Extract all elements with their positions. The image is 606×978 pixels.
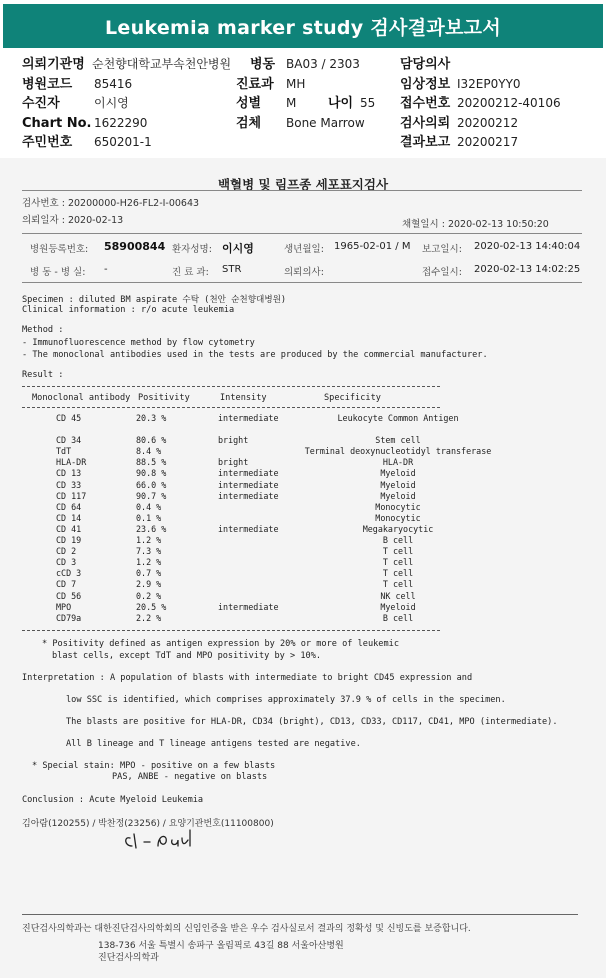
- result-row: [26, 613, 498, 624]
- intensity-cell: intermediate: [218, 490, 279, 501]
- antibody-cell: CD 3: [56, 557, 77, 568]
- scan-title: 백혈병 및 림프종 세포표지검사: [217, 177, 389, 192]
- clinical-info-label: 임상정보: [400, 77, 451, 92]
- specimen-value: Bone Marrow: [286, 116, 365, 130]
- results-table: [26, 413, 498, 624]
- specificity-cell: Myeloid: [380, 601, 416, 612]
- positivity-cell: 20.5 %: [136, 601, 167, 612]
- scan-dept-value: STR: [222, 264, 242, 275]
- specificity-cell: Leukocyte Common Antigen: [337, 413, 459, 423]
- positivity-cell: 1.2 %: [136, 557, 162, 568]
- request-value: 20200212: [457, 116, 519, 130]
- result-row: [26, 491, 498, 502]
- institution-label: 의뢰기관명: [22, 57, 85, 72]
- signers: 김아람(120255) / 박찬정(23256) / 요양기관번호(11100800): [22, 819, 274, 829]
- scan-dept-label: 진 료 과:: [172, 267, 209, 278]
- certification-text: 진단검사의학과는 대한진단검사의학회의 신임인증을 받은 우수 검사실로서 결과의 정확성 및 신빙도를 보증합니다.: [22, 924, 471, 934]
- reception-label: 접수번호: [400, 96, 451, 111]
- special-stain-line-1: * Special stain: MPO - positive on a few blasts: [32, 761, 276, 771]
- interpretation-line-3: The blasts are positive for HLA-DR, CD34 (bright), CD13, CD33, CD117, CD41, MPO (intermediate).: [66, 717, 558, 727]
- result-row: [26, 602, 498, 613]
- age-value: 55: [360, 96, 376, 110]
- clinical-info-value: I32EP0YY0: [457, 77, 521, 91]
- result-row: [26, 413, 498, 424]
- positivity-cell: 0.7 %: [136, 568, 162, 579]
- intensity-cell: intermediate: [218, 601, 279, 612]
- intensity-cell: [218, 613, 298, 624]
- intensity-cell: [218, 424, 298, 435]
- footer-department: 진단검사의학과: [98, 953, 159, 963]
- dept-label: 진료과: [236, 77, 274, 92]
- report-time-label: 보고일시:: [422, 244, 462, 255]
- report-title: Leukemia marker study 검사결과보고서: [105, 16, 501, 39]
- chart-value: 1622290: [94, 116, 148, 130]
- specificity-cell: Myeloid: [380, 490, 416, 501]
- institution-value: 순천향대학교부속천안병원: [92, 57, 232, 71]
- intensity-cell: bright: [218, 457, 249, 468]
- conclusion: Conclusion : Acute Myeloid Leukemia: [22, 795, 204, 805]
- specificity-cell: T cell: [382, 557, 414, 568]
- test-number: 검사번호 : 20200000-H26-FL2-I-00643: [22, 198, 200, 209]
- specificity-cell: Megakaryocytic: [362, 523, 434, 534]
- antibody-cell: CD 34: [56, 435, 82, 446]
- positivity-cell: 0.4 %: [136, 501, 162, 512]
- age-label: 나이: [328, 96, 354, 111]
- result-row: [26, 579, 498, 590]
- antibody-cell: MPO: [56, 601, 72, 612]
- result-row: [26, 568, 498, 579]
- method-line-1: - Immunofluorescence method by flow cytometry: [22, 338, 255, 348]
- specificity-cell: Myeloid: [380, 479, 416, 490]
- intensity-cell: [218, 546, 298, 557]
- specificity-cell: T cell: [382, 579, 414, 590]
- positivity-cell: 23.6 %: [136, 523, 167, 534]
- specificity-cell: Monocytic: [375, 501, 421, 512]
- result-row: [26, 591, 498, 602]
- report-header: [3, 4, 603, 48]
- ward-room-label: 병 동 - 병 실:: [30, 267, 86, 278]
- specificity-cell: T cell: [382, 546, 414, 557]
- specificity-cell: T cell: [382, 568, 414, 579]
- result-row: [26, 546, 498, 557]
- positivity-cell: 90.8 %: [136, 468, 167, 479]
- specificity-cell: [298, 424, 498, 435]
- specificity-cell: Monocytic: [375, 512, 421, 523]
- signature-image: [120, 826, 230, 852]
- result-row: [26, 513, 498, 524]
- request-label: 검사의뢰: [400, 116, 451, 131]
- antibody-cell: CD 33: [56, 479, 82, 490]
- col-specificity-header: Specificity: [324, 393, 381, 403]
- antibody-cell: CD 13: [56, 468, 82, 479]
- intensity-cell: [218, 557, 298, 568]
- patient-name-label: 환자성명:: [172, 244, 212, 255]
- intensity-cell: [218, 535, 298, 546]
- interpretation-line-4: All B lineage and T lineage antigens tested are negative.: [66, 739, 361, 749]
- antibody-cell: TdT: [56, 446, 72, 457]
- hospital-code-value: 85416: [94, 77, 133, 91]
- result-row: [26, 424, 498, 435]
- collection-date: 채혈일시 : 2020-02-13 10:50:20: [402, 219, 549, 230]
- interpretation-line-1: Interpretation : A population of blasts with intermediate to bright CD45 expression and: [22, 673, 473, 683]
- positivity-cell: 0.2 %: [136, 590, 162, 601]
- patient-name-value: 이시영: [222, 242, 254, 255]
- positivity-cell: 88.5 %: [136, 457, 167, 468]
- rrn-label: 주민번호: [22, 135, 73, 150]
- sex-value: M: [286, 96, 297, 110]
- positivity-cell: 8.4 %: [136, 446, 162, 457]
- antibody-cell: CD 117: [56, 490, 87, 501]
- antibody-cell: CD 64: [56, 501, 82, 512]
- clinical-line: Clinical information : r/o acute leukemia: [22, 305, 235, 315]
- intensity-cell: intermediate: [218, 523, 279, 534]
- antibody-cell: HLA-DR: [56, 457, 87, 468]
- intensity-cell: intermediate: [218, 479, 279, 490]
- birth-label: 생년월일:: [284, 244, 324, 255]
- accept-time-label: 접수일시:: [422, 267, 462, 278]
- antibody-cell: CD 7: [56, 579, 77, 590]
- positivity-cell: 66.0 %: [136, 479, 167, 490]
- result-row: [26, 468, 498, 479]
- antibody-cell: CD 19: [56, 535, 82, 546]
- intensity-cell: intermediate: [218, 468, 279, 479]
- intensity-cell: [218, 446, 298, 457]
- specificity-cell: B cell: [382, 535, 414, 546]
- result-row: [26, 524, 498, 535]
- positivity-cell: [136, 424, 218, 435]
- specificity-cell: B cell: [382, 612, 414, 623]
- result-row: [26, 435, 498, 446]
- col-positivity-header: Positivity: [138, 393, 190, 403]
- specificity-cell: Terminal deoxynucleotidyl transferase: [304, 446, 492, 457]
- hospital-code-label: 병원코드: [22, 77, 73, 92]
- positivity-cell: 7.3 %: [136, 546, 162, 557]
- positivity-cell: 0.1 %: [136, 512, 162, 523]
- result-row: [26, 557, 498, 568]
- method-title: Method :: [22, 325, 64, 335]
- col-antibody-header: Monoclonal antibody: [32, 393, 131, 403]
- doctor-label: 담당의사: [400, 57, 451, 72]
- specimen-line: Specimen : diluted BM aspirate 수탁 (천안 순천향대병원): [22, 295, 287, 305]
- positivity-cell: 1.2 %: [136, 535, 162, 546]
- positivity-cell: 80.6 %: [136, 435, 167, 446]
- report-time-value: 2020-02-13 14:40:04: [474, 241, 581, 252]
- antibody-cell: CD 2: [56, 546, 77, 557]
- result-row: [26, 446, 498, 457]
- note-line-2: blast cells, except TdT and MPO positivity by > 10%.: [52, 651, 322, 661]
- report-label: 결과보고: [400, 135, 451, 150]
- antibody-cell: CD79a: [56, 612, 82, 623]
- ward-room-value: -: [104, 264, 108, 275]
- positivity-cell: 20.3 %: [136, 413, 167, 423]
- result-row: [26, 480, 498, 491]
- accept-time-value: 2020-02-13 14:02:25: [474, 264, 581, 275]
- request-date: 의뢰일자 : 2020-02-13: [22, 215, 124, 226]
- patient-label: 수진자: [22, 96, 60, 111]
- result-row: [26, 502, 498, 513]
- antibody-cell: [26, 424, 136, 435]
- address: 138-736 서울 특별시 송파구 올림픽로 43길 88 서울아산병원: [98, 941, 344, 951]
- antibody-cell: cCD 3: [56, 568, 82, 579]
- specificity-cell: NK cell: [380, 590, 416, 601]
- ward-label: 병동: [250, 57, 276, 72]
- birth-value: 1965-02-01 / M: [334, 241, 411, 252]
- specimen-label: 검체: [236, 116, 262, 131]
- intensity-cell: bright: [218, 435, 249, 446]
- antibody-cell: CD 56: [56, 590, 82, 601]
- chart-label: Chart No.: [22, 116, 92, 131]
- intensity-cell: intermediate: [218, 413, 279, 423]
- reg-no-value: 58900844: [104, 240, 166, 253]
- report-value: 20200217: [457, 135, 519, 149]
- note-line-1: * Positivity defined as antigen expression by 20% or more of leukemic: [42, 639, 399, 649]
- antibody-cell: CD 14: [56, 512, 82, 523]
- result-title: Result :: [22, 370, 64, 380]
- intensity-cell: [218, 591, 298, 602]
- specificity-cell: HLA-DR: [382, 457, 414, 468]
- result-row: [26, 535, 498, 546]
- sex-label: 성별: [236, 96, 262, 111]
- dept-value: MH: [286, 77, 306, 91]
- ordering-label: 의뢰의사:: [284, 267, 324, 278]
- reg-no-label: 병원등록번호:: [30, 244, 89, 255]
- patient-value: 이시영: [94, 96, 129, 110]
- reception-value: 20200212-40106: [457, 96, 561, 110]
- positivity-cell: 90.7 %: [136, 490, 167, 501]
- ward-value: BA03 / 2303: [286, 57, 360, 71]
- antibody-cell: CD 41: [56, 523, 82, 534]
- method-line-2: - The monoclonal antibodies used in the tests are produced by the commercial manufacturer.: [22, 350, 488, 360]
- positivity-cell: 2.9 %: [136, 579, 162, 590]
- intensity-cell: [218, 513, 298, 524]
- intensity-cell: [218, 502, 298, 513]
- specificity-cell: Myeloid: [380, 468, 416, 479]
- specificity-cell: Stem cell: [375, 435, 421, 446]
- interpretation-line-2: low SSC is identified, which comprises approximately 37.9 % of cells in the specimen.: [66, 695, 506, 705]
- antibody-cell: CD 45: [56, 413, 82, 423]
- result-row: [26, 457, 498, 468]
- positivity-cell: 2.2 %: [136, 612, 162, 623]
- rrn-value: 650201-1: [94, 135, 152, 149]
- intensity-cell: [218, 579, 298, 590]
- intensity-cell: [218, 568, 298, 579]
- col-intensity-header: Intensity: [220, 393, 267, 403]
- special-stain-line-2: PAS, ANBE - negative on blasts: [112, 772, 268, 782]
